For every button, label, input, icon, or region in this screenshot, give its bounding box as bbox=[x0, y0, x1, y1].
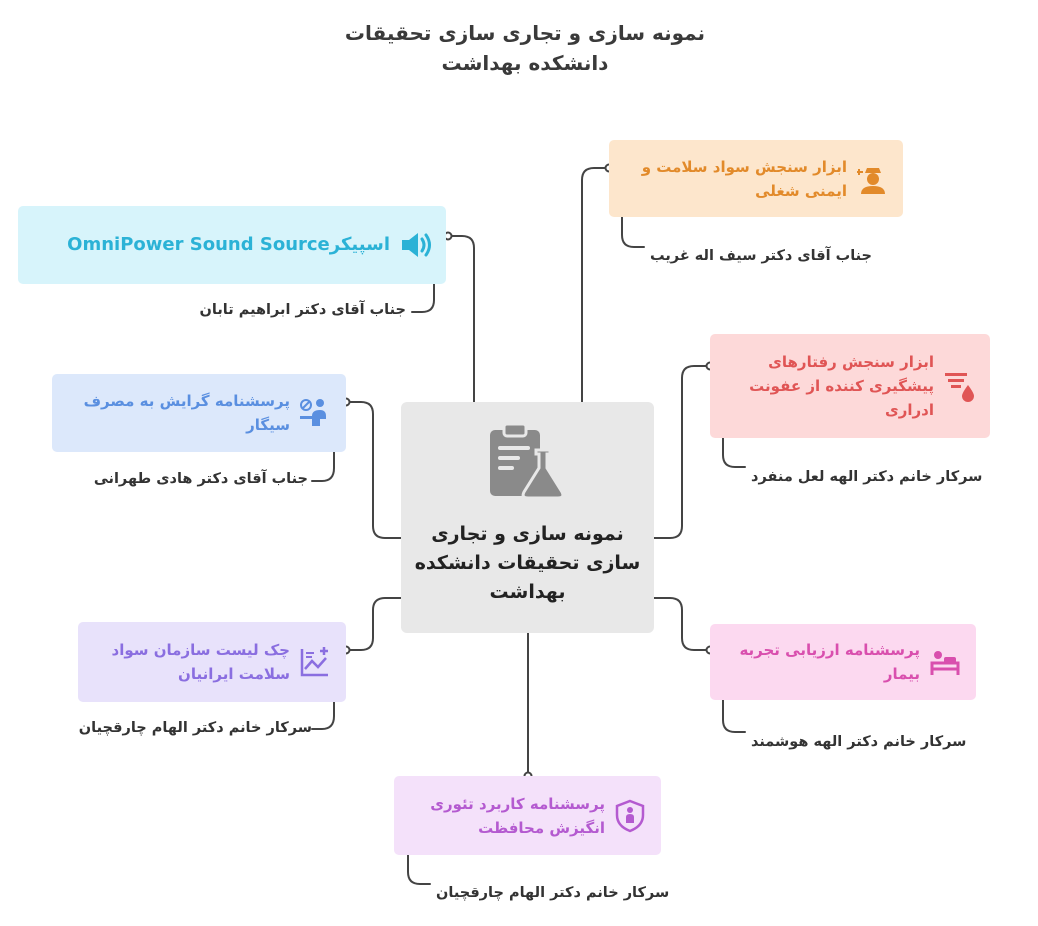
node-literacy-person: جناب آقای دکتر سیف اله غریب bbox=[650, 248, 873, 264]
node-infection[interactable] bbox=[710, 334, 990, 438]
central-topic[interactable] bbox=[401, 402, 654, 633]
clipboard-flask-icon bbox=[486, 420, 570, 504]
node-checklist-person: سرکار خانم دکتر الهام چارقچیان bbox=[78, 720, 312, 736]
sublink-speaker bbox=[412, 284, 434, 312]
sublink-patient bbox=[723, 700, 745, 732]
node-infection-label: ابزار سنجش رفتارهای پیشگیری کننده از عفونت ادراری bbox=[749, 353, 934, 419]
node-protection-label: پرسشنامه کاربرد تئوری انگیزش محافظت bbox=[430, 794, 605, 837]
central-topic-label: نمونه سازی و تجاری سازی تحقیقات دانشکده بهداشت bbox=[414, 523, 641, 603]
node-protection-person: سرکار خانم دکتر الهام چارقچیان bbox=[436, 885, 670, 901]
node-smoking-label: پرسشنامه گرایش به مصرف سیگار bbox=[83, 392, 290, 434]
shield-person-icon bbox=[613, 799, 647, 833]
node-checklist-label: چک لیست سازمان سواد سلامت ایرانیان bbox=[111, 641, 290, 683]
link-infection bbox=[654, 366, 710, 538]
node-speaker-label: اسپیکرOmniPower Sound Source bbox=[67, 234, 390, 255]
node-patient-person: سرکار خانم دکتر الهه هوشمند bbox=[751, 734, 967, 750]
node-smoking[interactable] bbox=[52, 374, 346, 452]
smoking-person-icon bbox=[298, 396, 332, 430]
diagram-title: نمونه سازی و تجاری سازی تحقیقات دانشکده بهداشت bbox=[344, 21, 706, 75]
sublink-protection bbox=[408, 855, 430, 884]
patient-bed-icon bbox=[928, 645, 962, 679]
sublink-literacy bbox=[622, 217, 644, 247]
link-literacy bbox=[582, 168, 609, 402]
node-literacy[interactable] bbox=[609, 140, 903, 217]
speaker-icon bbox=[398, 228, 432, 262]
filter-drop-icon bbox=[942, 369, 976, 403]
link-patient bbox=[654, 598, 710, 650]
node-speaker-person: جناب آقای دکتر ابراهیم تابان bbox=[199, 302, 406, 318]
node-patient[interactable] bbox=[710, 624, 976, 700]
node-infection-person: سرکار خانم دکتر الهه لعل منفرد bbox=[751, 469, 983, 485]
worker-safety-icon bbox=[855, 162, 889, 196]
link-speaker bbox=[448, 236, 474, 402]
node-literacy-label: ابزار سنجش سواد سلامت و ایمنی شغلی bbox=[641, 157, 847, 200]
sublink-checklist bbox=[312, 701, 334, 729]
node-patient-label: پرسشنامه ارزیابی تجربه بیمار bbox=[739, 641, 920, 683]
link-checklist bbox=[346, 598, 401, 650]
sublink-infection bbox=[723, 438, 745, 467]
chart-plus-icon bbox=[298, 645, 332, 679]
link-smoking bbox=[346, 402, 401, 538]
node-smoking-person: جناب آقای دکتر هادی طهرانی bbox=[93, 471, 308, 487]
node-speaker[interactable] bbox=[18, 206, 446, 284]
node-protection[interactable] bbox=[394, 776, 661, 855]
node-checklist[interactable] bbox=[78, 622, 346, 702]
sublink-smoking bbox=[312, 452, 334, 481]
